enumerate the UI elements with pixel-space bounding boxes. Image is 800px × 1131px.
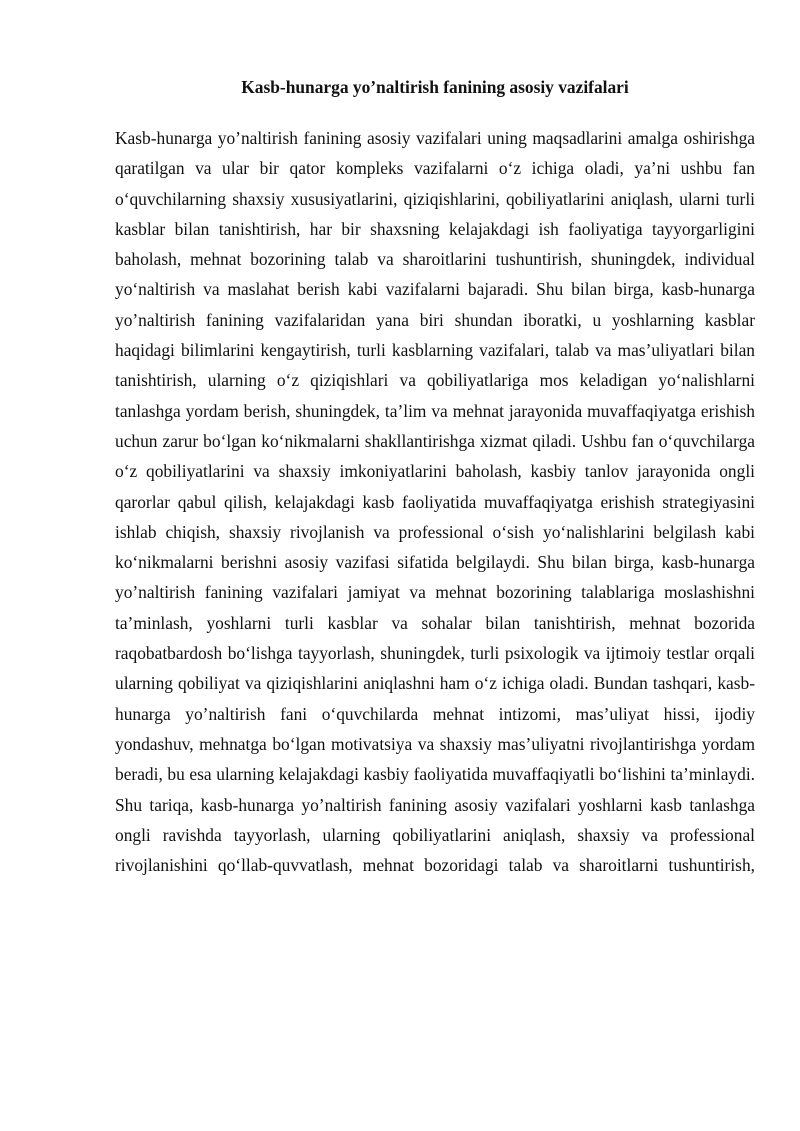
document-title: Kasb-hunarga yo’naltirish fanining asosiy vazifalari	[241, 77, 629, 97]
body-paragraph: Kasb-hunarga yo’naltirish fanining asosiy vazifalari uning maqsadlarini amalga oshirishga qaratilgan va ular bir qator kompleks vazifalarni o‘z ichiga oladi, ya’ni ushbu fan o‘quvchilarning shaxsiy xususiyatlarini, qiziqishlarini, qobiliyatlarini aniqlash, ularni turli kasblar bilan tanishtirish, har bir shaxsning kelajakdagi ish faoliyatiga tayyorgarligini baholash, mehnat bozorining talab va sharoitlarini tushuntirish, shuningdek, individual yo‘naltirish va maslahat berish kabi vazifalarni bajaradi. Shu bilan birga, kasb-hunarga yo’naltirish fanining vazifalaridan yana biri shundan iboratki, u yoshlarning kasblar haqidagi bilimlarini kengaytirish, turli kasblarning vazifalari, talab va mas’uliyatlari bilan tanishtirish, ularning o‘z qiziqishlari va qobiliyatlariga mos keladigan yo‘nalishlarni tanlashga yordam berish, shuningdek, ta’lim va mehnat jarayonida muvaffaqiyatga erishish uchun zarur bo‘lgan ko‘nikmalarni shakllantirishga xizmat qiladi. Ushbu fan o‘quvchilarga o‘z qobiliyatlarini va shaxsiy imkoniyatlarini baholash, kasbiy tanlov jarayonida ongli qarorlar qabul qilish, kelajakdagi kasb faoliyatida muvaffaqiyatga erishish strategiyasini ishlab chiqish, shaxsiy rivojlanish va professional o‘sish yo‘nalishlarini belgilash kabi ko‘nikmalarni berishni asosiy vazifasi sifatida belgilaydi. Shu bilan birga, kasb-hunarga yo’naltirish fanining vazifalari jamiyat va mehnat bozorining talablariga moslashishni ta’minlash, yoshlarni turli kasblar va sohalar bilan tanishtirish, mehnat bozorida raqobatbardosh bo‘lishga tayyorlash, shuningdek, turli psixologik va ijtimoiy testlar orqali ularning qobiliyat va qiziqishlarini aniqlashni ham o‘z ichiga oladi. Bundan tashqari, kasb-hunarga yo’naltirish fani o‘quvchilarda mehnat intizomi, mas’uliyat hissi, ijodiy yondashuv, mehnatga bo‘lgan motivatsiya va shaxsiy mas’uliyatni rivojlantirishga yordam beradi, bu esa ularning kelajakdagi kasbiy faoliyatida muvaffaqiyatli bo‘lishini ta’minlaydi. Shu tariqa, kasb-hunarga yo’naltirish fanining asosiy vazifalari yoshlarni kasb tanlashga ongli ravishda tayyorlash, ularning qobiliyatlarini aniqlash, shaxsiy va professional rivojlanishini qo‘llab-quvvatlash, mehnat bozoridagi talab va sharoitlarni tushuntirish,	[115, 128, 755, 876]
